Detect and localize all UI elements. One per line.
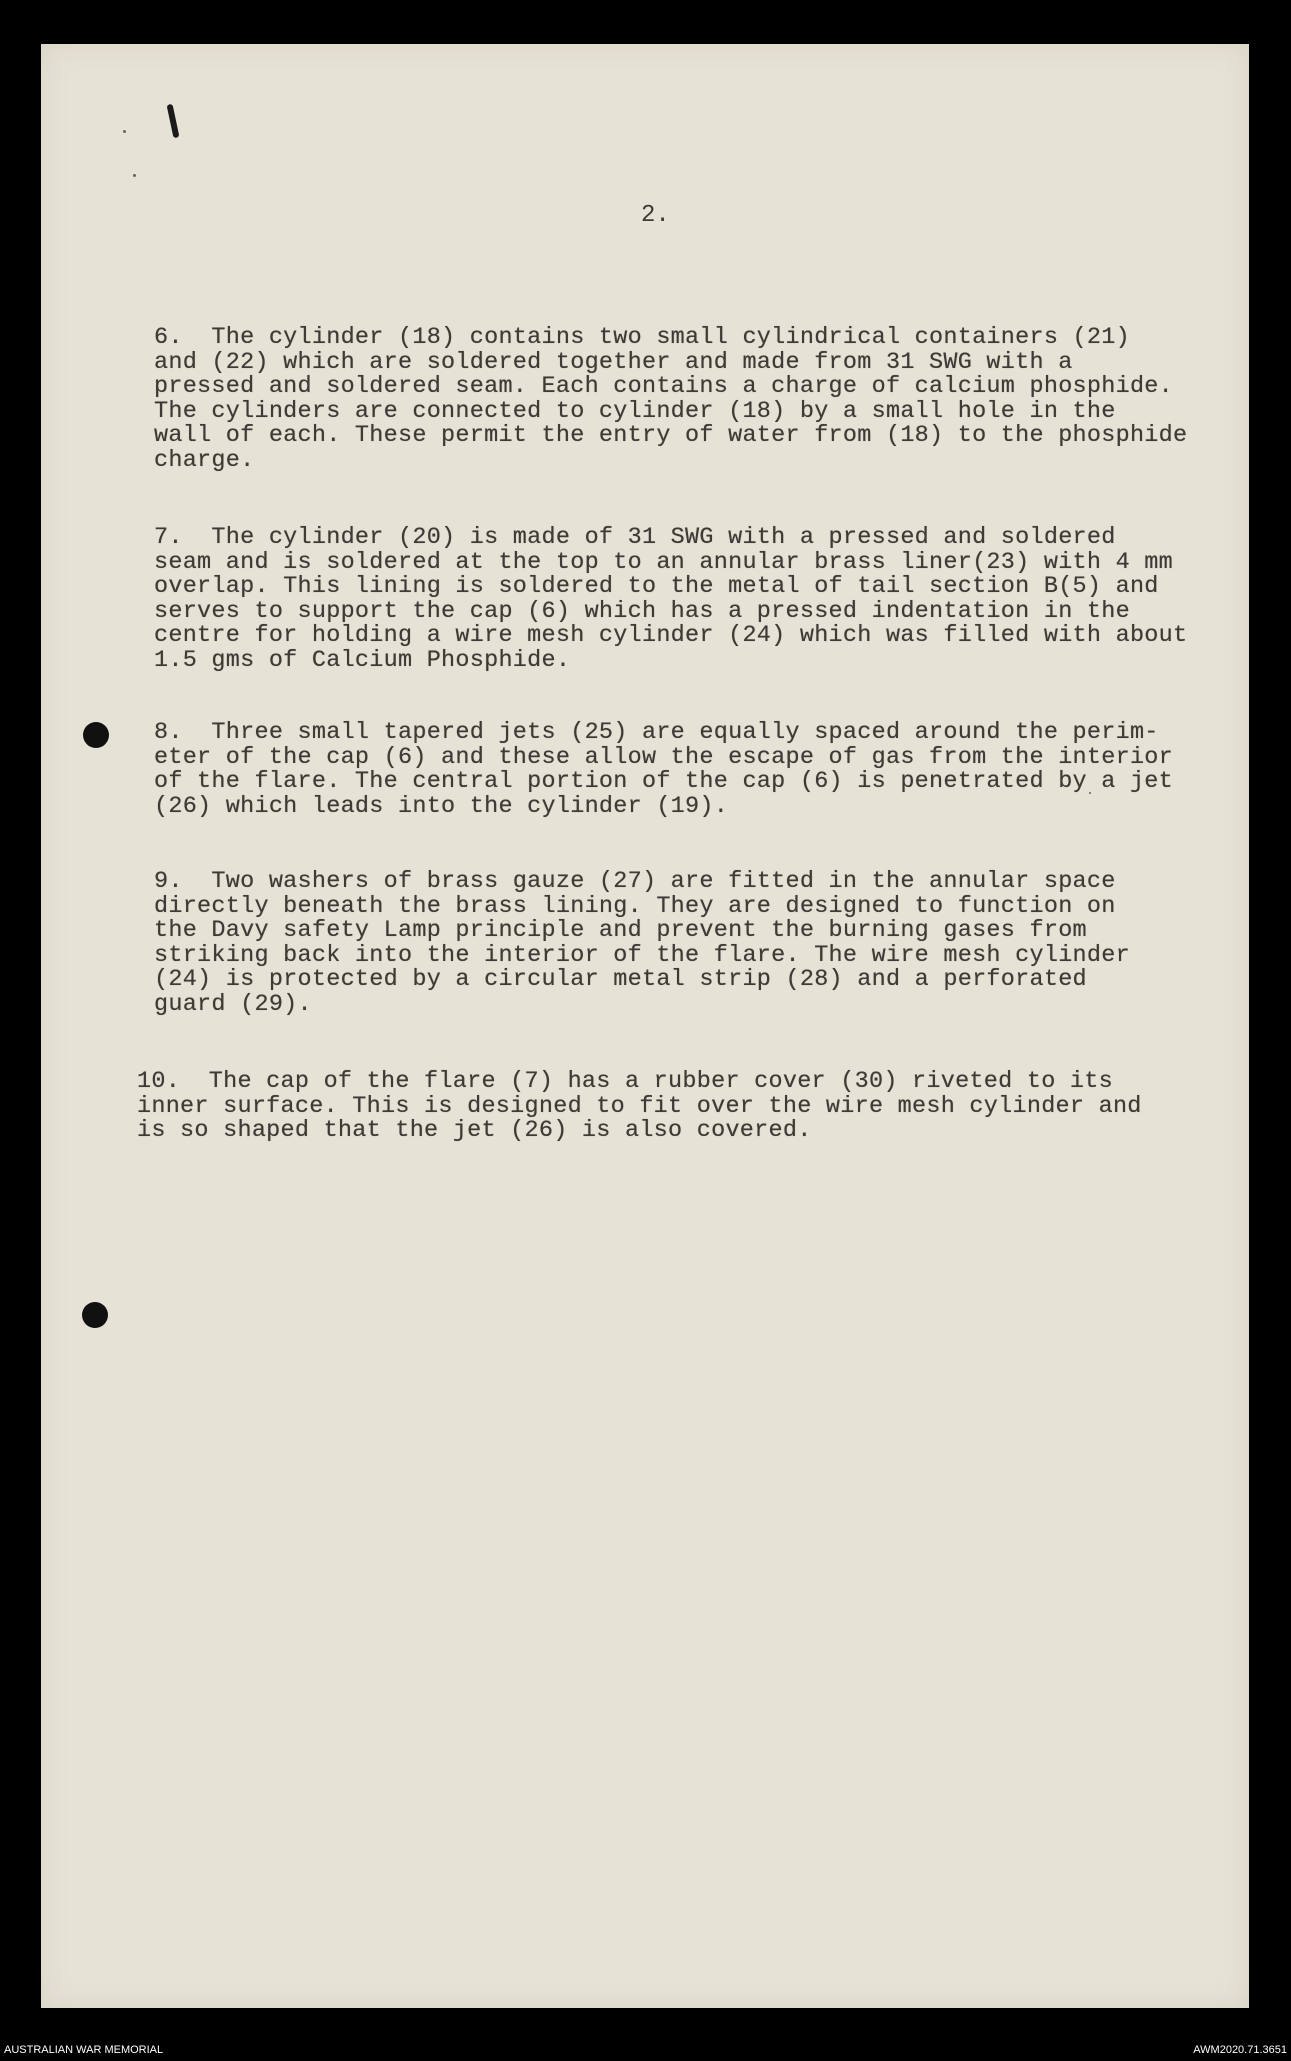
paragraph-9: 9. Two washers of brass gauze (27) are fitted in the annular space directly beneath the brass lining. They are designed to function on the Davy safety Lamp principle and prevent the burning gases from striking back into the interior of the flare. The wire mesh cylinder (24) is protected by a circular metal strip (28) and a perforated guard (29). bbox=[154, 868, 1130, 1018]
punch-hole-upper bbox=[83, 722, 109, 748]
paragraph-6: 6. The cylinder (18) contains two small cylindrical containers (21) and (22) which are soldered together and made from 31 SWG with a pressed and soldered seam. Each contains a charge of calcium phosphide. The cylinders are connected to cylinder (18) by a small hole in the wall of each. These permit the entry of water from (18) to the phosphide charge. bbox=[154, 324, 1188, 474]
paper-speck bbox=[123, 130, 126, 133]
staple-tear-mark bbox=[167, 104, 180, 139]
punch-hole-lower bbox=[82, 1302, 108, 1328]
page-number: 2. bbox=[641, 202, 670, 229]
accession-number: AWM2020.71.3651 bbox=[1193, 2044, 1287, 2056]
institution-label: AUSTRALIAN WAR MEMORIAL bbox=[4, 2044, 164, 2056]
document-page bbox=[41, 44, 1249, 2008]
paragraph-8: 8. Three small tapered jets (25) are equally spaced around the perim- eter of the cap (6) and these allow the escape of gas from the interior of the flare. The central portion of the cap (6) is penetrated by a jet (26) which leads into the cylinder (19). bbox=[154, 719, 1174, 820]
paragraph-7: 7. The cylinder (20) is made of 31 SWG with a pressed and soldered seam and is soldered at the top to an annular brass liner(23) with 4 mm overlap. This lining is soldered to the metal of tail section B(5) and serves to support the cap (6) which has a pressed indentation in the centre for holding a wire mesh cylinder (24) which was filled with about 1.5 gms of Calcium Phosphide. bbox=[154, 524, 1188, 674]
paragraph-10: 10. The cap of the flare (7) has a rubber cover (30) riveted to its inner surface. This is designed to fit over the wire mesh cylinder and is so shaped that the jet (26) is also covered. bbox=[137, 1068, 1142, 1144]
archive-footer bbox=[0, 2039, 1291, 2061]
paper-speck bbox=[133, 174, 136, 177]
